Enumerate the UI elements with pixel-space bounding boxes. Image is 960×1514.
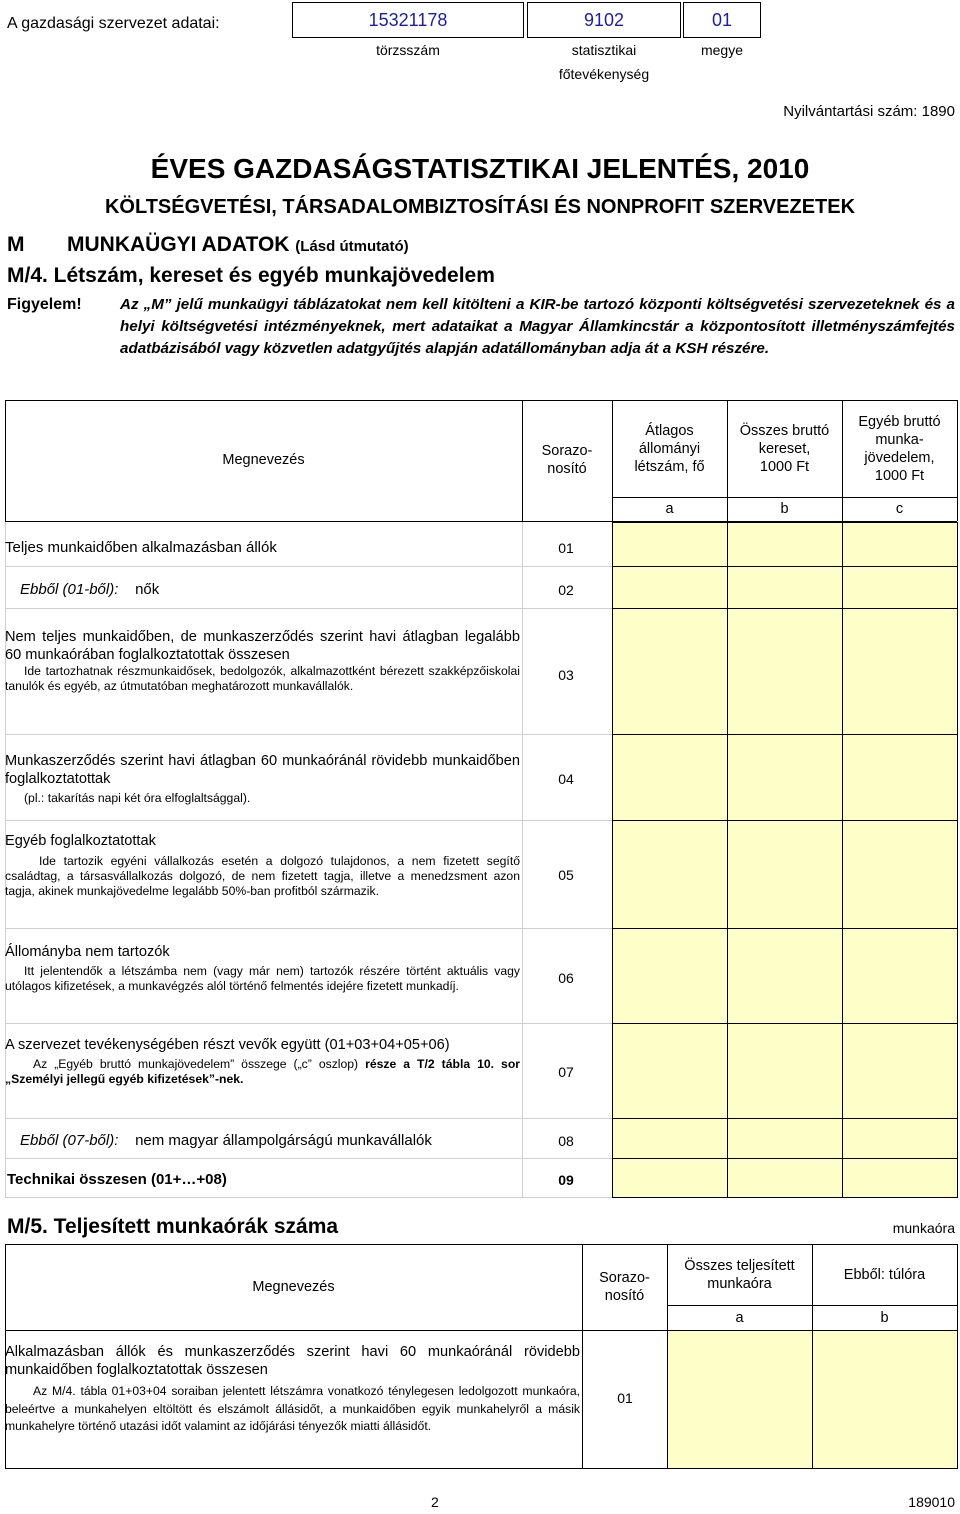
m4-row-08-sub: nem magyar állampolgárságú munkavállalók [135,1132,432,1149]
m5-col-letter-b: b [880,1309,889,1326]
m4-row-01-code: 01 [558,540,574,556]
attention-label: Figyelem! [7,296,82,313]
m4-row-08-code: 08 [558,1133,574,1149]
m4-row-08-c-input[interactable] [842,1118,958,1159]
m4-row-05-label [5,832,520,899]
m4-col-letter-b: b [780,501,789,517]
m4-row-03-label [5,628,520,694]
m4-row-07-main: A szervezet tevékenységében részt vevők együtt (01+03+04+05+06) [5,1037,450,1053]
m4-row-07-sub-bold: része a T/2 tábla 10. sor „Személyi jellegű egyéb kifizetések”-nek. [5,1057,521,1086]
m4-row-01-b-input[interactable] [727,522,843,567]
m4-row-08-a-input[interactable] [612,1118,728,1159]
activity-caption-2: főtevékenység [558,66,650,82]
m5-col-letter-a: a [735,1309,744,1326]
m4-row-04-main: Munkaszerződés szerint havi átlagban 60 munkaóránál rövidebb munkaidőben foglalkoztatottak [5,753,520,787]
m4-header-code: Sorazo- nosító [541,443,593,477]
m4-row-04-c-input[interactable] [842,734,958,821]
m5-row-01-sub: Az M/4. tábla 01+03+04 soraiban jelentett létszámra vonatkozó ténylegesen ledolgozott munkaóra, beleértve a munkahelyen eltöltött és elszámolt állásidőt, a munkaidőben egyik munkahelyről a másik munkahelyre történő utazási időt valamint az időjárási tényezők miatti állásidőt. [5,1384,580,1433]
m4-row-04-label [5,752,520,806]
m4-row-09-c-input[interactable] [842,1158,958,1198]
org-data-label: A gazdasági szervezet adatai: [7,15,220,32]
m5-row-01-a-input[interactable] [667,1330,813,1469]
m4-row-01-a-input[interactable] [612,522,728,567]
m4-row-02-code: 02 [558,582,574,598]
m5-header-code: Sorazo- nosító [599,1270,650,1304]
registry-number: Nyilvántartási szám: 1890 [783,103,955,120]
table-m4-title: M/4. Létszám, kereset és egyéb munkajövedelem [7,264,495,287]
m4-row-01-c-input[interactable] [842,522,958,567]
activity-caption-1: statisztikai [571,42,637,58]
m5-row-01-main: Alkalmazásban állók és munkaszerződés szerint havi 60 munkaóránál rövidebb munkaidőben foglalkoztatottak összesen [5,1344,580,1378]
m4-row-06-c-input[interactable] [842,928,958,1024]
m4-row-02-sub: nők [135,581,160,598]
m4-row-09-a-input[interactable] [612,1158,728,1198]
m4-row-02-c-input[interactable] [842,566,958,609]
m4-row-04-sub: (pl.: takarítás napi két óra elfoglaltsággal). [24,791,251,805]
attention-text: Az „M” jelű munkaügyi táblázatokat nem kell kitölteni a KIR-be tartozó központi költségvetési szervezeteknek és a helyi költségvetési intézményeknek, mert adataikat a Magyar Államkincstár a központosított illetményszámfejtés adatbázisából vagy közvetlen adatgyűjtés alapján adatállományban adja át a KSH részére. [120,296,955,357]
m4-row-07-sub [5,1057,520,1087]
report-subtitle: KÖLTSÉGVETÉSI, TÁRSADALOMBIZTOSÍTÁSI ÉS NONPROFIT SZERVEZETEK [104,196,856,218]
m4-row-05-b-input[interactable] [727,820,843,929]
m4-col-letter-c: c [895,501,904,517]
section-heading [67,233,409,257]
m4-row-02-b-input[interactable] [727,566,843,609]
m4-row-07-b-input[interactable] [727,1023,843,1119]
m4-row-01-label: Teljes munkaidőben alkalmazásban állók [5,539,277,556]
m4-row-04-b-input[interactable] [727,734,843,821]
m4-row-05-sub: Ide tartozik egyéni vállalkozás esetén a dolgozó tulajdonos, a nem fizetett segítő családtag, a társasvállalkozás dolgozó, de nem fizetett tagja, illetve a menedzsment azon tagja, akinek munkajövedelme legalább 50%-ban profitból származik. [5,854,520,898]
m4-row-05-main: Egyéb foglalkoztatottak [5,833,156,849]
m4-row-03-b-input[interactable] [727,608,843,735]
form-code: 189010 [908,1494,955,1510]
m4-row-07-c-input[interactable] [842,1023,958,1119]
registration-number-caption: törzsszám [376,42,440,58]
m4-row-09-code: 09 [558,1172,574,1188]
m4-row-06-b-input[interactable] [727,928,843,1024]
m4-row-03-c-input[interactable] [842,608,958,735]
county-caption: megye [700,42,744,58]
m4-row-06-main: Állományba nem tartozók [5,944,170,960]
m5-row-01-b-input[interactable] [812,1330,958,1469]
m4-row-03-code: 03 [558,667,574,683]
m5-row-01-label [5,1343,580,1436]
county-code-box[interactable]: 01 [683,2,761,38]
m4-row-08-prefix: Ebből (07-ből): [20,1132,119,1149]
m4-row-05-code: 05 [558,867,574,883]
table-m5-unit: munkaóra [892,1220,955,1236]
section-name: MUNKAÜGYI ADATOK [67,233,290,256]
table-m5-title: M/5. Teljesített munkaórák száma [7,1215,339,1238]
m4-row-06-code: 06 [558,970,574,986]
m4-row-09-b-input[interactable] [727,1158,843,1198]
m4-row-05-a-input[interactable] [612,820,728,929]
m4-row-05-c-input[interactable] [842,820,958,929]
m4-row-09-label: Technikai összesen (01+…+08) [7,1171,227,1188]
m5-header-a: Összes teljesített munkaóra [684,1257,795,1292]
m4-row-02-prefix: Ebből (01-ből): [20,581,119,598]
m4-row-02-label [20,581,520,598]
m4-row-06-sub: Itt jelentendők a létszámba nem (vagy már nem) tartozók részére történt aktuális vagy utólagos kifizetések, a munkavégzés alól történő felmentés idejére fizetett munkadíj. [5,964,520,993]
m4-header-a: Átlagos állományi létszám, fő [634,422,705,475]
m4-row-07-a-input[interactable] [612,1023,728,1119]
m5-row-01-code: 01 [617,1390,633,1406]
m4-row-06-label [5,943,520,994]
m4-header-name: Megnevezés [222,452,305,468]
activity-code-box[interactable]: 9102 [527,2,681,38]
m4-row-07-code: 07 [558,1064,574,1080]
m4-row-08-label [20,1132,520,1149]
m4-row-06-a-input[interactable] [612,928,728,1024]
m4-row-08-b-input[interactable] [727,1118,843,1159]
page-number: 2 [431,1494,439,1510]
m5-header-b: Ebből: túlóra [843,1266,926,1283]
m4-row-03-main: Nem teljes munkaidőben, de munkaszerződés szerint havi átlagban legalább 60 munkaórában foglalkoztatottak összesen [5,629,520,663]
m4-col-letter-a: a [665,501,674,517]
m4-row-07-label [5,1036,520,1087]
m4-row-04-code: 04 [558,771,574,787]
m4-row-03-a-input[interactable] [612,608,728,735]
section-letter: M [7,233,25,256]
registration-number-box[interactable]: 15321178 [292,2,524,38]
m4-row-07-sub-pre: Az „Egyéb bruttó munkajövedelem” összege („c” oszlop) [33,1057,359,1071]
m5-header-name: Megnevezés [252,1279,335,1295]
m4-header-c: Egyéb bruttó munka- jövedelem, 1000 Ft [858,413,941,484]
report-title: ÉVES GAZDASÁGSTATISZTIKAI JELENTÉS, 2010 [150,153,810,184]
m4-header-b: Összes bruttó kereset, 1000 Ft [739,422,830,475]
m4-row-02-a-input[interactable] [612,566,728,609]
m4-row-03-sub: Ide tartozhatnak részmunkaidősek, bedolgozók, alkalmazottként bérezett szakképzőiskolai tanulók és egyéb, az útmutatóban meghatározott munkavállalók. [5,664,520,693]
section-hint: (Lásd útmutató) [295,238,409,255]
m4-row-04-a-input[interactable] [612,734,728,821]
